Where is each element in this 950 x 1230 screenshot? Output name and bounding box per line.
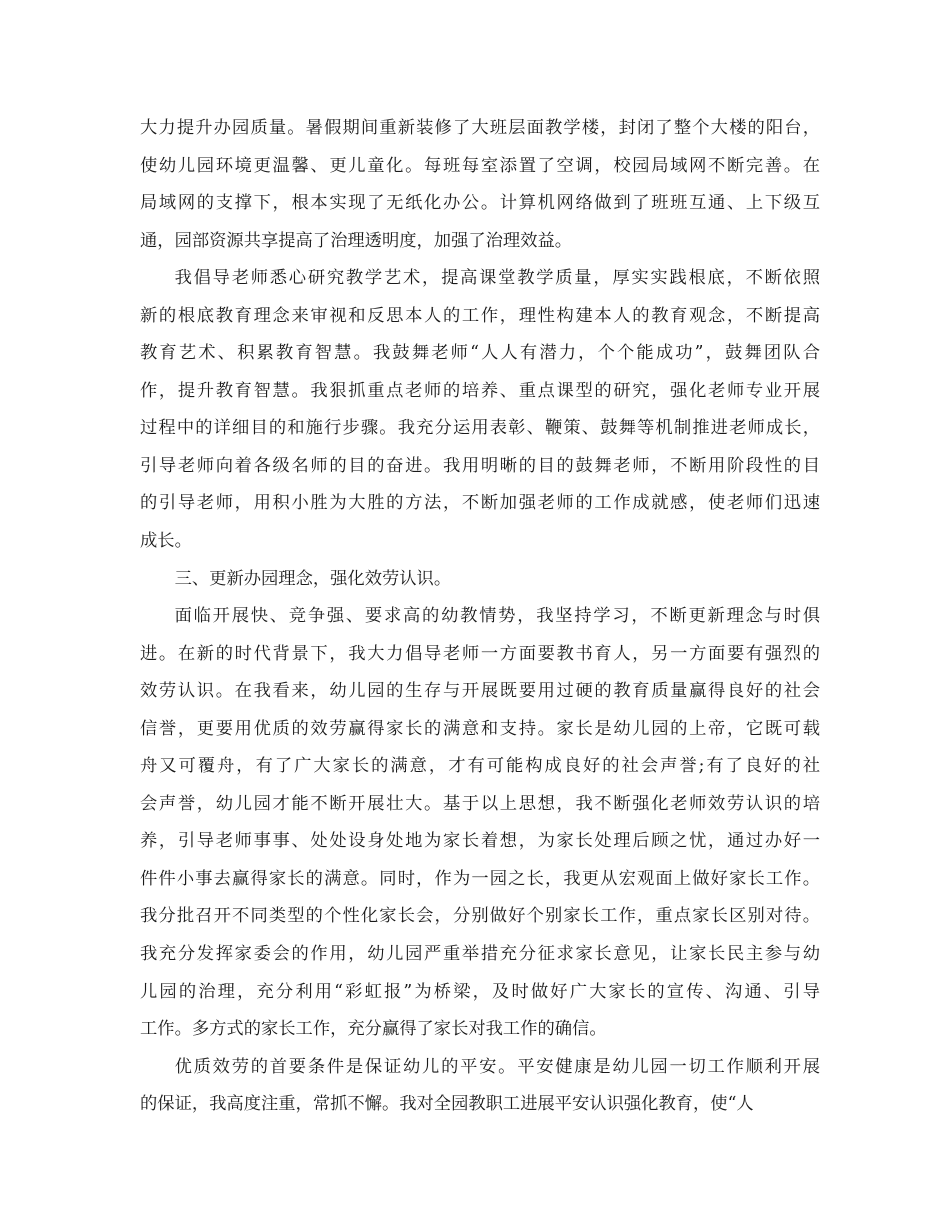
text-line: 件件小事去赢得家长的满意。同时，作为一园之长，我更从宏观面上做好家长工作。 bbox=[140, 868, 820, 889]
text-line: 使幼儿园环境更温馨、更儿童化。每班每室添置了空调，校园局域网不断完善。在 bbox=[140, 155, 820, 176]
text-line: 儿园的治理，充分利用“彩虹报”为桥梁，及时做好广大家长的宣传、沟通、引导 bbox=[140, 981, 820, 1002]
text-line: 大力提升办园质量。暑假期间重新装修了大班层面教学楼，封闭了整个大楼的阳台， bbox=[140, 118, 820, 138]
text-line: 局域网的支撑下，根本实现了无纸化办公。计算机网络做到了班班互通、上下级互 bbox=[140, 193, 820, 214]
text-line: 三、更新办园理念，强化效劳认识。 bbox=[174, 568, 452, 589]
text-line: 效劳认识。在我看来，幼儿园的生存与开展既要用过硬的教育质量赢得良好的社会 bbox=[140, 681, 820, 702]
document-page bbox=[140, 110, 820, 1124]
text-line: 舟又可覆舟，有了广大家长的满意，才有可能构成良好的社会声誉;有了良好的社 bbox=[140, 756, 820, 777]
text-line: 教育艺术、积累教育智慧。我鼓舞老师“人人有潜力，个个能成功”，鼓舞团队合 bbox=[140, 343, 820, 364]
paragraph bbox=[140, 598, 820, 1049]
text-line: 引导老师向着各级名师的目的奋进。我用明晰的目的鼓舞老师，不断用阶段性的目 bbox=[140, 455, 820, 476]
text-line: 成长。 bbox=[140, 531, 192, 552]
text-line: 进。在新的时代背景下，我大力倡导老师一方面要教书育人，另一方面要有强烈的 bbox=[140, 643, 820, 664]
text-line: 我分批召开不同类型的个性化家长会，分别做好个别家长工作，重点家长区别对待。 bbox=[140, 906, 820, 927]
text-line: 会声誉，幼儿园才能不断开展壮大。基于以上思想，我不断强化老师效劳认识的培 bbox=[140, 793, 820, 814]
text-line: 的引导老师，用积小胜为大胜的方法，不断加强老师的工作成就感，使老师们迅速 bbox=[140, 493, 820, 514]
text-line: 作，提升教育智慧。我狠抓重点老师的培养、重点课型的研究，强化老师专业开展 bbox=[140, 380, 820, 401]
paragraph bbox=[140, 110, 820, 260]
text-line: 养，引导老师事事、处处设身处地为家长着想，为家长处理后顾之忧，通过办好一 bbox=[140, 831, 820, 852]
text-line: 面临开展快、竞争强、要求高的幼教情势，我坚持学习，不断更新理念与时俱 bbox=[174, 606, 820, 627]
text-line: 我充分发挥家委会的作用，幼儿园严重举措充分征求家长意见，让家长民主参与幼 bbox=[140, 944, 820, 965]
text-line: 通，园部资源共享提高了治理透明度，加强了治理效益。 bbox=[140, 230, 573, 251]
text-line: 信誉，更要用优质的效劳赢得家长的满意和支持。家长是幼儿园的上帝，它既可载 bbox=[140, 718, 820, 739]
text-line: 新的根底教育理念来审视和反思本人的工作，理性构建本人的教育观念，不断提高 bbox=[140, 305, 820, 326]
text-line: 工作。多方式的家长工作，充分赢得了家长对我工作的确信。 bbox=[140, 1019, 607, 1040]
text-line: 的保证，我高度注重，常抓不懈。我对全园教职工进展平安认识强化教育，使“人 bbox=[140, 1094, 754, 1115]
paragraph bbox=[140, 260, 820, 560]
text-line: 优质效劳的首要条件是保证幼儿的平安。平安健康是幼儿园一切工作顺利开展 bbox=[174, 1056, 820, 1077]
text-line: 我倡导老师悉心研究教学艺术，提高课堂教学质量，厚实实践根底，不断依照 bbox=[174, 268, 820, 289]
paragraph bbox=[140, 561, 820, 599]
text-line: 过程中的详细目的和施行步骤。我充分运用表彰、鞭策、鼓舞等机制推进老师成长， bbox=[140, 418, 820, 439]
paragraph bbox=[140, 1049, 820, 1124]
